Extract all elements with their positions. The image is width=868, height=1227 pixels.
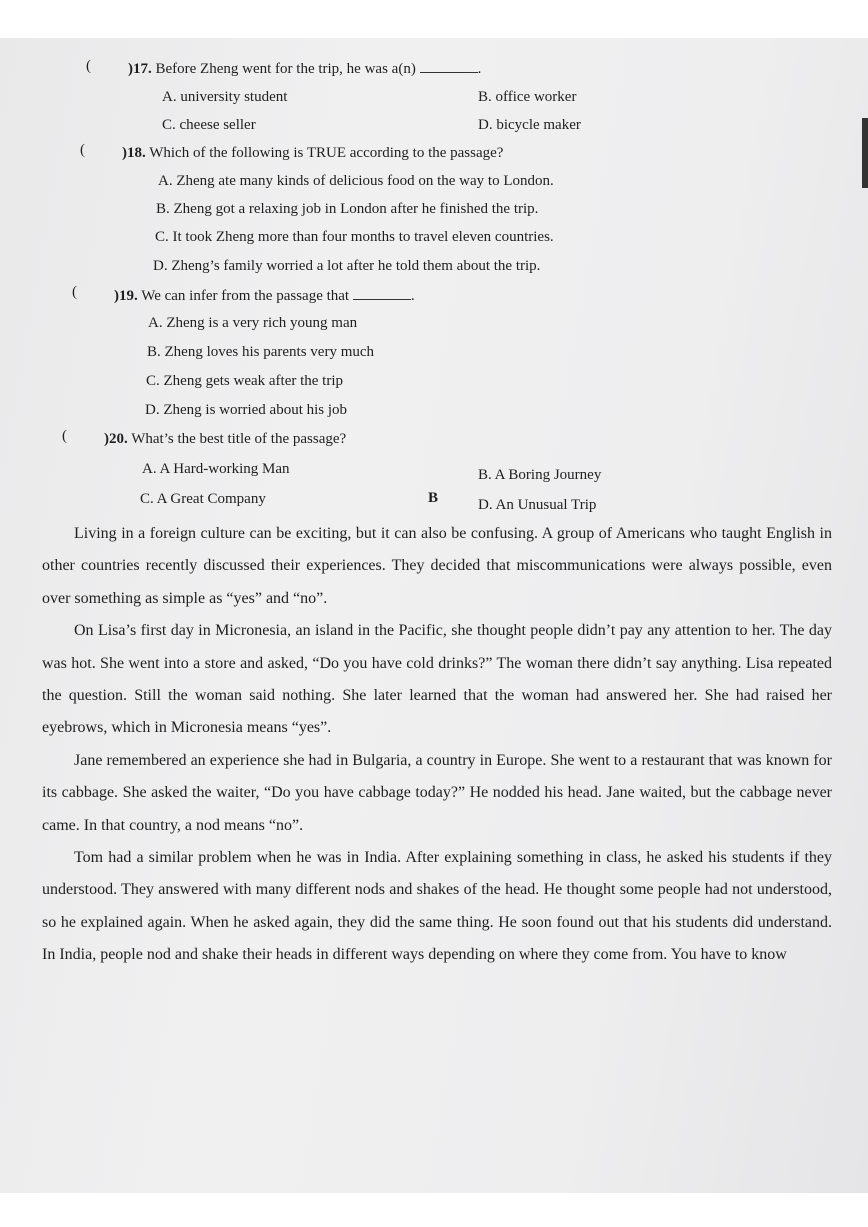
- option: A. Zheng is a very rich young man: [148, 315, 358, 331]
- option: D. Zheng’s family worried a lot after he told them about the trip.: [153, 258, 541, 274]
- question-text: Which of the following is TRUE according to the passage?: [149, 145, 504, 161]
- option: D. An Unusual Trip: [478, 497, 597, 513]
- answer-paren: (: [80, 142, 85, 158]
- answer-paren: (: [86, 58, 91, 74]
- option: B. A Boring Journey: [478, 467, 602, 483]
- option: B. office worker: [478, 89, 577, 105]
- passage-paragraph: Jane remembered an experience she had in Bulgaria, a country in Europe. She went to a restaurant that was known for its cabbage. She asked the waiter, “Do you have cabbage today?” He nodded his head. Jane waited, but the cabbage never came. In that country, a nod means “no”.: [42, 751, 832, 834]
- option: C. It took Zheng more than four months to travel eleven countries.: [155, 229, 554, 245]
- option: A. A Hard-working Man: [142, 461, 290, 477]
- question-end: .: [477, 61, 482, 77]
- question-19: [114, 287, 415, 305]
- option: B. Zheng loves his parents very much: [147, 344, 375, 360]
- passage-paragraph: Living in a foreign culture can be exciting, but it can also be confusing. A group of Americans who taught English in other countries recently discussed their experiences. They decided that miscommunications were always possible, even over something as simple as “yes” and “no”.: [42, 525, 832, 607]
- passage-paragraph: On Lisa’s first day in Micronesia, an island in the Pacific, she thought people didn’t pay any attention to her. The day was hot. She went into a store and asked, “Do you have cold drinks?” The woman there didn’t say anything. Lisa repeated the question. Still the woman said nothing. She later learned that the woman had answered her. She had raised her eyebrows, which in Micronesia means “yes”.: [42, 622, 832, 737]
- answer-blank: [353, 287, 411, 300]
- option: A. Zheng ate many kinds of delicious food on the way to London.: [158, 173, 554, 189]
- question-number: )19.: [114, 288, 138, 304]
- question-text: Before Zheng went for the trip, he was a(n): [155, 61, 416, 77]
- answer-paren: (: [62, 428, 67, 444]
- option: A. university student: [162, 89, 288, 105]
- section-label: B: [428, 490, 439, 506]
- question-18: [122, 145, 503, 162]
- option: B. Zheng got a relaxing job in London after he finished the trip.: [156, 201, 539, 217]
- option: C. Zheng gets weak after the trip: [146, 373, 344, 389]
- answer-blank: [420, 60, 478, 73]
- question-17: [128, 60, 481, 78]
- question-number: )17.: [128, 61, 152, 77]
- option: C. cheese seller: [162, 117, 256, 133]
- passage-paragraph: Tom had a similar problem when he was in India. After explaining something in class, he asked his students if they understood. They answered with many different nods and shakes of the head. He thought some people had not understood, so he explained again. When he asked again, they did the same thing. He soon found out that his students did understand. In India, people nod and shake their heads in different ways depending on where they come from. You have to know: [42, 849, 832, 964]
- option: C. A Great Company: [140, 491, 266, 507]
- page-edge-shadow: [862, 118, 868, 188]
- question-text: We can infer from the passage that: [141, 288, 350, 304]
- question-number: )18.: [122, 145, 146, 161]
- answer-paren: (: [72, 284, 77, 300]
- question-end: .: [410, 288, 415, 304]
- question-20: [104, 431, 346, 448]
- question-text: What’s the best title of the passage?: [131, 431, 347, 447]
- option: D. Zheng is worried about his job: [145, 402, 348, 418]
- option: D. bicycle maker: [478, 117, 581, 133]
- question-number: )20.: [104, 431, 128, 447]
- reading-passage: [42, 518, 832, 972]
